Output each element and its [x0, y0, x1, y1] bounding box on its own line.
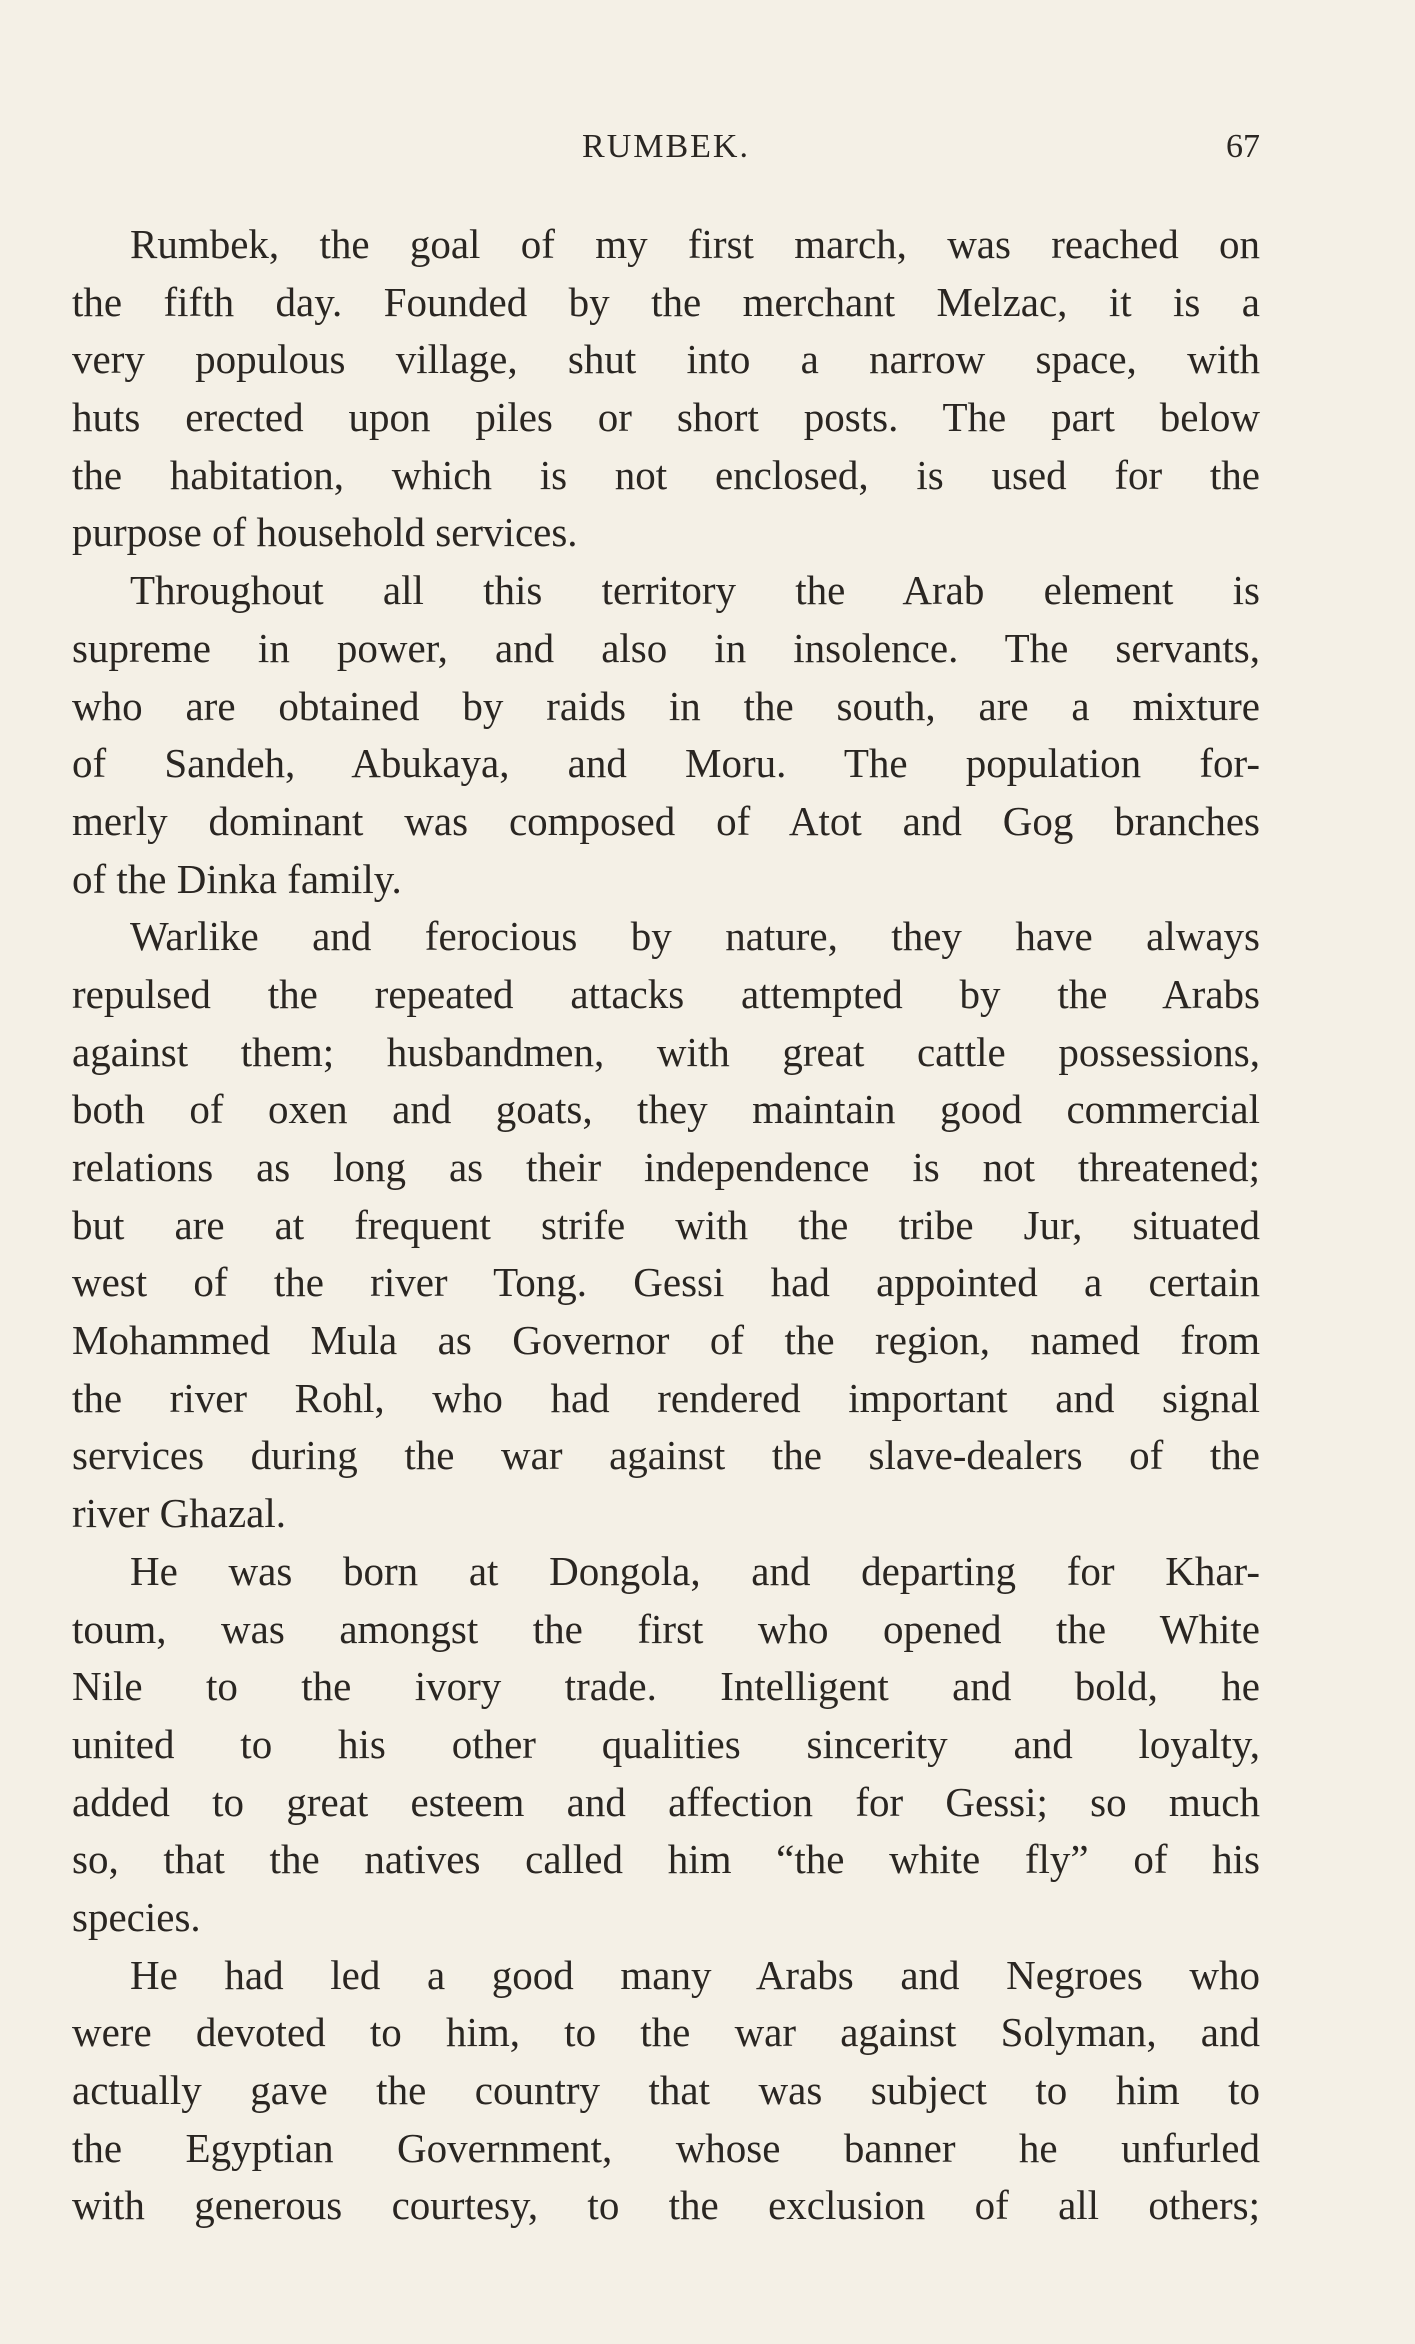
text-line: of the Dinka family. — [72, 855, 402, 902]
text-line: the river Rohl, who had rendered important and signal — [72, 1374, 1260, 1421]
paragraph — [72, 1543, 1260, 1947]
paragraph — [72, 562, 1260, 908]
page-header — [72, 128, 1260, 178]
text-line: the fifth day. Founded by the merchant Melzac, it is a — [72, 278, 1260, 325]
text-line: Warlike and ferocious by nature, they have always — [130, 913, 1260, 960]
paragraph — [72, 908, 1260, 1543]
text-line: He was born at Dongola, and departing for Khar- — [130, 1547, 1260, 1594]
text-line: west of the river Tong. Gessi had appointed a certain — [72, 1259, 1260, 1306]
text-line: species. — [72, 1893, 201, 1940]
text-line: who are obtained by raids in the south, are a mixture — [72, 682, 1260, 729]
text-line: so, that the natives called him “the white fly” of his — [72, 1836, 1260, 1883]
text-line: the Egyptian Government, whose banner he unfurled — [72, 2124, 1260, 2171]
text-line: Nile to the ivory trade. Intelligent and bold, he — [72, 1663, 1260, 1710]
paragraph — [72, 1947, 1260, 2235]
text-line: merly dominant was composed of Atot and Gog branches — [72, 797, 1260, 844]
text-line: added to great esteem and affection for Gessi; so much — [72, 1778, 1260, 1825]
text-line: actually gave the country that was subject to him to — [72, 2067, 1260, 2113]
text-line: He had led a good many Arabs and Negroes who — [130, 1951, 1260, 1998]
text-line: Throughout all this territory the Arab element is — [130, 567, 1260, 614]
text-line: purpose of household services. — [72, 509, 578, 556]
text-line: the habitation, which is not enclosed, is used for the — [72, 451, 1260, 498]
text-line: Mohammed Mula as Governor of the region, named from — [72, 1317, 1260, 1364]
text-line: united to his other qualities sincerity and loyalty, — [72, 1720, 1260, 1767]
text-line: repulsed the repeated attacks attempted by the Arabs — [72, 970, 1260, 1017]
text-line: toum, was amongst the first who opened the White — [72, 1605, 1260, 1652]
text-line: huts erected upon piles or short posts. The part below — [72, 394, 1260, 441]
running-title: RUMBEK. — [582, 128, 750, 165]
body-text — [72, 216, 1260, 2235]
text-line: of Sandeh, Abukaya, and Moru. The population for- — [72, 740, 1260, 787]
text-line: river Ghazal. — [72, 1490, 286, 1537]
text-line: but are at frequent strife with the tribe Jur, situated — [72, 1201, 1260, 1248]
text-line: very populous village, shut into a narrow space, with — [72, 336, 1260, 383]
text-line: were devoted to him, to the war against Solyman, and — [72, 2009, 1260, 2056]
text-line: supreme in power, and also in insolence. The servants, — [72, 624, 1260, 671]
text-line: relations as long as their independence is not threatened; — [72, 1144, 1260, 1190]
text-line: both of oxen and goats, they maintain good commercial — [72, 1086, 1260, 1133]
page-number: 67 — [1226, 128, 1260, 165]
text-line: services during the war against the slave-dealers of the — [72, 1432, 1260, 1479]
text-line: against them; husbandmen, with great cattle possessions, — [72, 1028, 1260, 1075]
paragraph — [72, 216, 1260, 562]
text-line: with generous courtesy, to the exclusion of all others; — [72, 2182, 1260, 2229]
text-line: Rumbek, the goal of my first march, was reached on — [130, 221, 1260, 267]
